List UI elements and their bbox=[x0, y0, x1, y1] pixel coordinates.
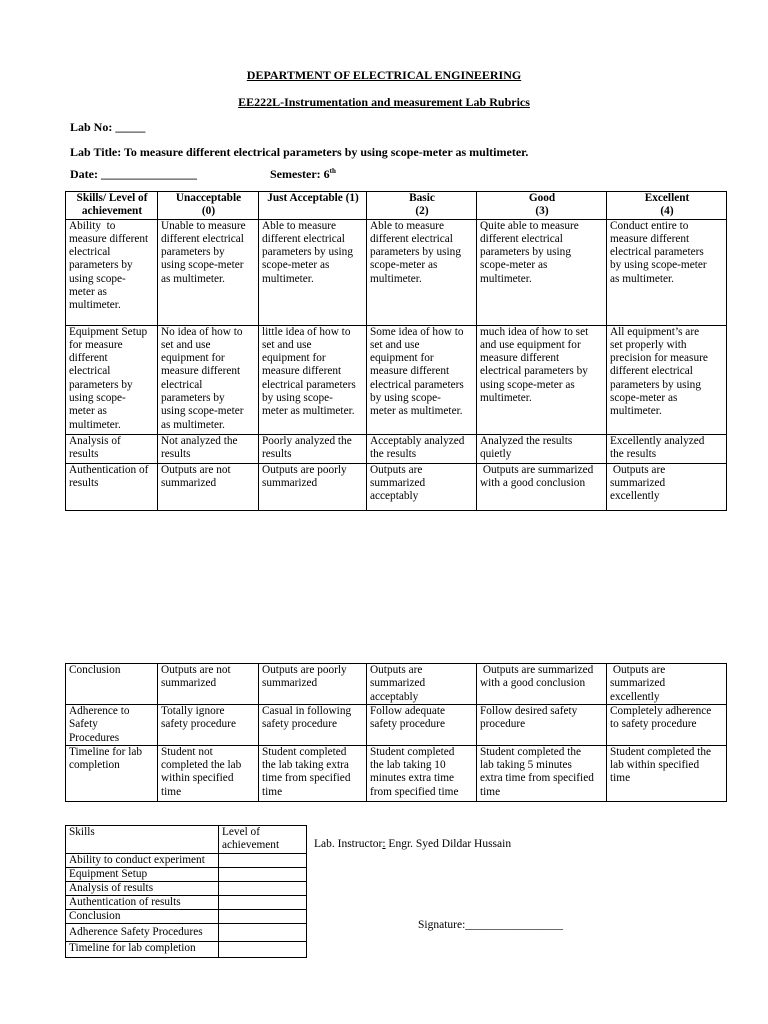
cell-line: measure different bbox=[262, 365, 342, 378]
cell-line: Procedures bbox=[69, 731, 120, 744]
cell-line: acceptably bbox=[370, 490, 419, 503]
cell-line: Follow desired safety bbox=[480, 705, 578, 717]
cell-line: set properly with bbox=[610, 338, 687, 351]
cell-line: Poorly analyzed the bbox=[262, 434, 352, 447]
cell-line: different electrical bbox=[370, 232, 453, 245]
cell-line: (2) bbox=[415, 205, 429, 218]
cell-line: completion bbox=[69, 759, 120, 772]
level-input-cell[interactable] bbox=[219, 868, 307, 882]
rubric-cell bbox=[367, 745, 477, 801]
rubric-cell bbox=[477, 325, 607, 434]
cell-line: set and use bbox=[161, 338, 211, 351]
cell-line: summarized bbox=[610, 677, 666, 690]
table-row bbox=[66, 868, 307, 882]
rubric-cell bbox=[158, 219, 259, 325]
cell-line: equipment for bbox=[370, 352, 434, 365]
lab-title: Lab Title: To measure different electrical parameters by using scope-meter as multimeter. bbox=[70, 145, 529, 159]
skill-name-cell bbox=[66, 664, 158, 705]
cell-line: Outputs are not bbox=[161, 463, 231, 476]
rubric-cell bbox=[158, 745, 259, 801]
rubric-cell bbox=[607, 463, 727, 510]
cell-line: All equipment’s are bbox=[610, 325, 700, 338]
table-row bbox=[66, 705, 727, 746]
cell-line: Outputs are bbox=[370, 664, 423, 676]
cell-line: acceptably bbox=[370, 690, 419, 703]
cell-line: Analysis of bbox=[69, 434, 121, 447]
table-row bbox=[66, 463, 727, 510]
rubric-cell bbox=[158, 325, 259, 434]
cell-line: meter as multimeter. bbox=[262, 405, 355, 418]
cell-line: Unable to measure bbox=[161, 219, 246, 232]
cell-line: parameters by bbox=[161, 246, 225, 259]
rubric-cell bbox=[477, 705, 607, 746]
cell-line: parameters by bbox=[69, 378, 133, 391]
rubric-cell bbox=[607, 664, 727, 705]
department-title: DEPARTMENT OF ELECTRICAL ENGINEERING bbox=[246, 68, 522, 82]
cell-line: using scope- bbox=[69, 392, 126, 405]
skill-name-cell bbox=[66, 219, 158, 325]
skill-label-cell: Authentication of results bbox=[66, 896, 219, 910]
cell-line: parameters by using bbox=[262, 246, 353, 259]
cell-line: summarized bbox=[161, 677, 217, 690]
cell-line: (3) bbox=[535, 205, 549, 218]
skills-header-cell: Skills bbox=[66, 826, 219, 854]
cell-line: electrical parameters by bbox=[480, 365, 588, 378]
cell-line: Ability to bbox=[69, 219, 116, 232]
rubric-cell bbox=[607, 325, 727, 434]
instructor-name: Engr. Syed Dildar Hussain bbox=[385, 838, 512, 850]
rubric-header-cell bbox=[367, 192, 477, 220]
cell-line: within specified bbox=[161, 772, 234, 785]
instructor-colon: : bbox=[382, 838, 386, 850]
cell-line: equipment for bbox=[262, 352, 326, 365]
cell-line: Able to measure bbox=[370, 219, 445, 232]
cell-line: Good bbox=[528, 192, 556, 204]
skill-name-cell bbox=[66, 325, 158, 434]
cell-line: Equipment Setup bbox=[69, 325, 148, 338]
skills-summary-table bbox=[65, 825, 307, 958]
cell-line: Basic bbox=[409, 192, 435, 204]
cell-line: Acceptably analyzed bbox=[370, 434, 465, 447]
cell-line: using scope-meter bbox=[161, 405, 244, 418]
table-row bbox=[66, 854, 307, 868]
cell-line: set and use bbox=[262, 338, 312, 351]
cell-line: summarized bbox=[262, 677, 318, 690]
rubric-cell bbox=[477, 745, 607, 801]
cell-line: Unacceptable bbox=[175, 192, 242, 204]
level-input-cell[interactable] bbox=[219, 896, 307, 910]
skill-name-cell bbox=[66, 434, 158, 463]
cell-line: Student completed bbox=[262, 745, 347, 758]
cell-line: multimeter. bbox=[480, 392, 532, 405]
skill-name-cell bbox=[66, 745, 158, 801]
rubric-cell bbox=[158, 664, 259, 705]
cell-line: measure different bbox=[69, 232, 149, 245]
cell-line: summarized bbox=[370, 677, 426, 690]
rubric-cell bbox=[158, 434, 259, 463]
cell-line: lab within specified bbox=[610, 759, 700, 772]
cell-line: different electrical bbox=[610, 365, 693, 378]
cell-line: scope-meter as bbox=[370, 259, 438, 272]
cell-line: precision for measure bbox=[610, 352, 708, 365]
cell-line: the lab taking 10 bbox=[370, 759, 446, 772]
cell-line: lab taking 5 minutes bbox=[480, 759, 572, 772]
cell-line: by using scope-meter bbox=[610, 259, 707, 272]
skill-name-cell bbox=[66, 463, 158, 510]
table-row bbox=[66, 325, 727, 434]
cell-line: Totally ignore bbox=[161, 705, 225, 717]
cell-line: as multimeter. bbox=[610, 272, 675, 285]
cell-line: scope-meter as bbox=[610, 392, 678, 405]
level-input-cell[interactable] bbox=[219, 882, 307, 896]
cell-line: Outputs are bbox=[610, 664, 666, 676]
level-input-cell[interactable] bbox=[219, 924, 307, 942]
cell-line: parameters by using bbox=[610, 378, 701, 391]
cell-line: Excellent bbox=[644, 192, 690, 204]
cell-line: summarized bbox=[262, 476, 318, 489]
cell-line: time bbox=[480, 785, 501, 798]
cell-line: results bbox=[161, 447, 191, 460]
cell-line: (4) bbox=[660, 205, 674, 218]
cell-line: safety procedure bbox=[262, 718, 337, 731]
cell-line: as multimeter. bbox=[161, 418, 226, 431]
table-row bbox=[66, 942, 307, 958]
cell-line: different bbox=[69, 352, 108, 365]
level-input-cell[interactable] bbox=[219, 910, 307, 924]
cell-line: the lab taking extra bbox=[262, 759, 349, 772]
rubric-cell bbox=[259, 745, 367, 801]
cell-line: Safety bbox=[69, 718, 98, 731]
cell-line: Timeline for lab bbox=[69, 745, 143, 758]
cell-line: parameters by bbox=[69, 259, 133, 272]
cell-line: using scope- bbox=[69, 272, 126, 285]
cell-line: Analyzed the results bbox=[480, 434, 573, 447]
cell-line: measure different bbox=[370, 365, 450, 378]
cell-line: results bbox=[69, 447, 99, 460]
rubric-header-cell bbox=[66, 192, 158, 220]
cell-line: time from specified bbox=[262, 772, 351, 785]
rubric-cell bbox=[367, 463, 477, 510]
cell-line: Follow adequate bbox=[370, 705, 445, 717]
cell-line: safety procedure bbox=[161, 718, 236, 731]
instructor-label: Lab. Instructor bbox=[314, 838, 383, 850]
cell-line: with a good conclusion bbox=[480, 677, 586, 690]
rubric-header-cell bbox=[259, 192, 367, 220]
cell-line: Not analyzed the bbox=[161, 434, 238, 447]
cell-line: electrical parameters bbox=[262, 378, 356, 391]
rubric-cell bbox=[158, 463, 259, 510]
rubric-cell bbox=[259, 664, 367, 705]
cell-line: (0) bbox=[201, 205, 216, 218]
skill-label-cell: Conclusion bbox=[66, 910, 219, 924]
table-row bbox=[66, 219, 727, 325]
cell-line: excellently bbox=[610, 690, 660, 703]
cell-line: achievement bbox=[222, 838, 280, 851]
cell-line: and use equipment for bbox=[480, 338, 581, 351]
cell-line: electrical parameters bbox=[610, 246, 704, 259]
cell-line: completed the lab bbox=[161, 759, 242, 772]
rubric-cell bbox=[367, 219, 477, 325]
cell-line: electrical bbox=[69, 246, 111, 259]
cell-line: scope-meter as bbox=[262, 259, 330, 272]
rubric-table-continued bbox=[65, 663, 727, 802]
cell-line: time bbox=[610, 772, 631, 785]
table-row bbox=[66, 910, 307, 924]
cell-line: safety procedure bbox=[370, 718, 445, 731]
cell-line: Some idea of how to bbox=[370, 325, 464, 338]
cell-line: parameters by using bbox=[480, 246, 571, 259]
rubric-cell bbox=[477, 463, 607, 510]
semester-label: Semester: 6 bbox=[270, 167, 330, 181]
cell-line: quietly bbox=[480, 447, 512, 460]
semester-field bbox=[270, 168, 336, 181]
cell-line: equipment for bbox=[161, 352, 225, 365]
cell-line: Conduct entire to bbox=[610, 219, 689, 232]
skill-label-cell: Timeline for lab completion bbox=[66, 942, 219, 958]
cell-line: Casual in following bbox=[262, 705, 352, 717]
cell-line: scope-meter as bbox=[480, 259, 548, 272]
course-title: EE222L-Instrumentation and measurement Lab Rubrics bbox=[238, 95, 530, 109]
skill-label-cell: Equipment Setup bbox=[66, 868, 219, 882]
cell-line: parameters by using bbox=[370, 246, 461, 259]
cell-line: using scope-meter as bbox=[480, 378, 575, 391]
cell-line: summarized bbox=[161, 476, 217, 489]
skill-label-cell: Ability to conduct experiment bbox=[66, 854, 219, 868]
level-input-cell[interactable] bbox=[219, 942, 307, 958]
cell-line: meter as bbox=[69, 286, 107, 299]
skills-header-row bbox=[66, 826, 307, 854]
cell-line: Conclusion bbox=[69, 664, 121, 676]
cell-line: Student not bbox=[161, 745, 213, 758]
cell-line: Outputs are summarized bbox=[480, 463, 594, 476]
cell-line: set and use bbox=[370, 338, 420, 351]
cell-line: different electrical bbox=[161, 232, 244, 245]
cell-line: Quite able to measure bbox=[480, 219, 579, 232]
cell-line: results bbox=[69, 476, 99, 489]
cell-line: Adherence to bbox=[69, 705, 130, 717]
cell-line: by using scope- bbox=[370, 392, 441, 405]
cell-line: multimeter. bbox=[69, 299, 121, 312]
cell-line: time bbox=[161, 785, 182, 798]
cell-line: electrical bbox=[161, 378, 203, 391]
cell-line: the results bbox=[370, 447, 417, 460]
rubric-cell bbox=[367, 664, 477, 705]
cell-line: Outputs are not bbox=[161, 664, 231, 676]
cell-line: to safety procedure bbox=[610, 718, 697, 731]
rubric-cell bbox=[259, 434, 367, 463]
cell-line: by using scope- bbox=[262, 392, 333, 405]
rubric-cell bbox=[607, 219, 727, 325]
table-row bbox=[66, 924, 307, 942]
rubric-cell bbox=[477, 434, 607, 463]
cell-line: multimeter. bbox=[480, 272, 532, 285]
cell-line: multimeter. bbox=[370, 272, 422, 285]
cell-line: multimeter. bbox=[262, 272, 314, 285]
cell-line: summarized bbox=[370, 476, 426, 489]
rubric-header-cell bbox=[477, 192, 607, 220]
rubric-header-row bbox=[66, 192, 727, 220]
cell-line: Outputs are summarized bbox=[480, 664, 594, 676]
level-header-cell bbox=[219, 826, 307, 854]
table-row bbox=[66, 664, 727, 705]
rubric-cell bbox=[259, 325, 367, 434]
rubric-cell bbox=[607, 434, 727, 463]
cell-line: the results bbox=[610, 447, 657, 460]
cell-line: measure different bbox=[610, 232, 690, 245]
cell-line: Just Acceptable (1) bbox=[267, 192, 359, 204]
rubric-cell bbox=[367, 325, 477, 434]
lab-number: Lab No: _____ bbox=[70, 120, 146, 134]
semester-superscript: th bbox=[329, 167, 336, 175]
rubric-header-cell bbox=[158, 192, 259, 220]
rubric-cell bbox=[477, 664, 607, 705]
cell-line: Excellently analyzed bbox=[610, 434, 705, 447]
cell-line: little idea of how to bbox=[262, 325, 351, 338]
lab-instructor bbox=[314, 838, 511, 851]
cell-line: different electrical bbox=[480, 232, 563, 245]
cell-line: meter as bbox=[69, 405, 107, 418]
cell-line: electrical parameters bbox=[370, 378, 464, 391]
cell-line: No idea of how to bbox=[161, 325, 243, 338]
rubric-cell bbox=[259, 463, 367, 510]
rubric-cell bbox=[607, 745, 727, 801]
cell-line: meter as multimeter. bbox=[370, 405, 463, 418]
cell-line: procedure bbox=[480, 718, 526, 731]
cell-line: minutes extra time bbox=[370, 772, 455, 785]
table-row bbox=[66, 882, 307, 896]
cell-line: Authentication of bbox=[69, 463, 149, 476]
cell-line: multimeter. bbox=[610, 405, 662, 418]
table-row bbox=[66, 896, 307, 910]
cell-line: excellently bbox=[610, 490, 660, 503]
rubric-cell bbox=[259, 219, 367, 325]
skill-label-cell: Adherence Safety Procedures bbox=[66, 924, 219, 942]
cell-line: as multimeter. bbox=[161, 272, 226, 285]
cell-line: achievement bbox=[81, 205, 143, 218]
cell-line: Student completed the bbox=[610, 745, 712, 758]
cell-line: extra time from specified bbox=[480, 772, 594, 785]
cell-line: Outputs are bbox=[610, 463, 666, 476]
level-input-cell[interactable] bbox=[219, 854, 307, 868]
cell-line: Able to measure bbox=[262, 219, 337, 232]
cell-line: time bbox=[262, 785, 283, 798]
rubric-cell bbox=[158, 705, 259, 746]
rubric-cell bbox=[367, 434, 477, 463]
cell-line: for measure bbox=[69, 338, 123, 351]
rubric-cell bbox=[607, 705, 727, 746]
skill-name-cell bbox=[66, 705, 158, 746]
cell-line: from specified time bbox=[370, 785, 459, 798]
rubric-cell bbox=[367, 705, 477, 746]
cell-line: measure different bbox=[480, 352, 560, 365]
cell-line: Completely adherence bbox=[610, 705, 712, 717]
rubric-table-main bbox=[65, 191, 727, 511]
cell-line: using scope-meter bbox=[161, 259, 244, 272]
cell-line: much idea of how to set bbox=[480, 325, 589, 338]
table-row bbox=[66, 745, 727, 801]
cell-line: with a good conclusion bbox=[480, 476, 586, 489]
cell-line: Outputs are bbox=[370, 463, 423, 476]
cell-line: Skills/ Level of bbox=[76, 192, 148, 204]
cell-line: Student completed bbox=[370, 745, 455, 758]
cell-line: summarized bbox=[610, 476, 666, 489]
cell-line: results bbox=[262, 447, 292, 460]
cell-line: electrical bbox=[69, 365, 111, 378]
rubric-header-cell bbox=[607, 192, 727, 220]
cell-line: multimeter. bbox=[69, 418, 121, 431]
signature-field: Signature:_________________ bbox=[418, 919, 564, 931]
cell-line: Student completed the bbox=[480, 745, 582, 758]
date-field: Date: ________________ bbox=[70, 167, 197, 181]
cell-line: measure different bbox=[161, 365, 241, 378]
rubric-cell bbox=[259, 705, 367, 746]
cell-line: parameters by bbox=[161, 392, 225, 405]
rubric-cell bbox=[477, 219, 607, 325]
cell-line: different electrical bbox=[262, 232, 345, 245]
table-row bbox=[66, 434, 727, 463]
cell-line: Level of bbox=[222, 826, 260, 838]
skill-label-cell: Analysis of results bbox=[66, 882, 219, 896]
cell-line: Outputs are poorly bbox=[262, 664, 347, 676]
cell-line: Outputs are poorly bbox=[262, 463, 347, 476]
